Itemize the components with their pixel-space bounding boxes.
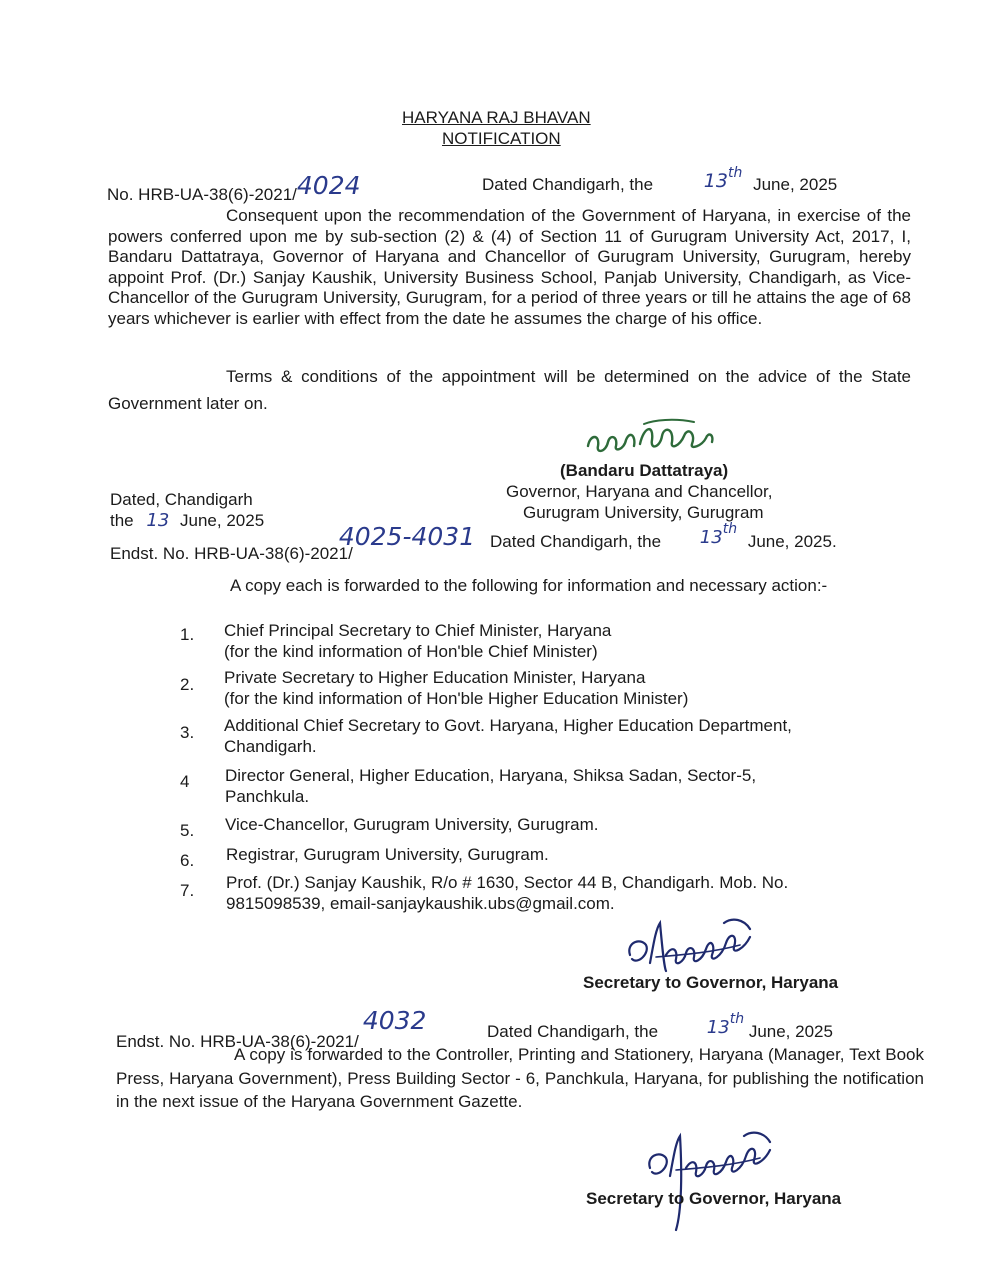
- notification-number-handwritten: 4024: [296, 171, 361, 200]
- list-item-number: 6.: [180, 851, 195, 870]
- governor-signature: [584, 416, 724, 464]
- endorsement-dated-day: the 13 June, 2025: [110, 510, 265, 531]
- governor-title-line1: Governor, Haryana and Chancellor,: [506, 482, 773, 501]
- notification-heading: NOTIFICATION: [442, 129, 561, 148]
- governor-name: (Bandaru Dattatraya): [560, 461, 729, 480]
- secretary-signature: [620, 915, 770, 981]
- list-item-number: 7.: [180, 881, 195, 900]
- list-item-number: 3.: [180, 723, 195, 742]
- endorsement2-number-handwritten: 4032: [362, 1006, 427, 1035]
- list-item: Chief Principal Secretary to Chief Minister, Haryana (for the kind information of Hon'ble Chief Minister): [224, 621, 612, 661]
- list-item: Private Secretary to Higher Education Minister, Haryana (for the kind information of Hon'ble Higher Education Minister): [224, 668, 689, 708]
- terms-paragraph: Terms & conditions of the appointment will be determined on the advice of the State Government later on.: [108, 367, 911, 413]
- list-item: Director General, Higher Education, Haryana, Shiksa Sadan, Sector-5, Panchkula.: [225, 766, 757, 806]
- notification-day-handwritten: 13th: [703, 165, 743, 192]
- list-item-number: 4: [180, 772, 190, 791]
- endorsement1-date: Dated Chandigarh, the 13th June, 2025.: [490, 521, 837, 551]
- list-item: Prof. (Dr.) Sanjay Kaushik, R/o # 1630, Sector 44 B, Chandigarh. Mob. No. 9815098539, email-sanjaykaushik.ubs@gmail.com.: [226, 873, 789, 913]
- appointment-paragraph: Consequent upon the recommendation of the Government of Haryana, in exercise of the powers conferred upon me by sub-section (2) & (4) of Section 11 of Gurugram University Act, 2017, I, Bandaru Dattatraya, Governor of Haryana and Chancellor of Gurugram University, Gurugram, hereby appoint Prof. (Dr.) Sanjay Kaushik, University Business School, Panjab University, Chandigarh, as Vice-Chancellor of the Gurugram University, Gurugram, for a period of three years or till he attains the age of 68 years whichever is earlier with effect from the date he assumes the charge of his office.: [108, 206, 911, 328]
- endorsement1-number: Endst. No. HRB-UA-38(6)-2021/4025-4031: [110, 522, 476, 563]
- endorsement1-number-handwritten: 4025-4031: [338, 522, 476, 551]
- endorsement-day-handwritten: 13: [146, 510, 170, 531]
- forwarding-intro: A copy each is forwarded to the following for information and necessary action:-: [230, 576, 828, 595]
- endorsement-dated-place: Dated, Chandigarh: [110, 490, 253, 509]
- list-item: Additional Chief Secretary to Govt. Haryana, Higher Education Department, Chandigarh.: [224, 716, 792, 756]
- governor-title-line2: Gurugram University, Gurugram: [523, 503, 764, 522]
- endorsement2-number: Endst. No. HRB-UA-38(6)-2021/4032: [116, 1006, 427, 1051]
- secretary-signature: [640, 1130, 790, 1240]
- endorsement2-date: Dated Chandigarh, the 13th June, 2025: [487, 1011, 833, 1041]
- notification-dated-label: Dated Chandigarh, the: [482, 175, 654, 194]
- notification-number-prefix: No. HRB-UA-38(6)-2021/: [107, 185, 297, 204]
- list-item-number: 1.: [180, 625, 195, 644]
- notification-number: [107, 171, 361, 205]
- secretary-title: Secretary to Governor, Haryana: [586, 1189, 842, 1208]
- list-item-number: 2.: [180, 675, 195, 694]
- notification-date: [482, 165, 838, 196]
- office-heading: HARYANA RAJ BHAVAN: [402, 108, 591, 127]
- gazette-forwarding-paragraph: A copy is forwarded to the Controller, Printing and Stationery, Haryana (Manager, Text Book Press, Haryana Government), Press Building Sector - 6, Panchkula, Haryana, for publishing the notification in the next issue of the Haryana Government Gazette.: [116, 1045, 924, 1111]
- secretary-title: Secretary to Governor, Haryana: [583, 973, 839, 992]
- notification-month-year: June, 2025: [753, 175, 838, 194]
- endorsement1-day-handwritten: 13th: [699, 521, 738, 548]
- endorsement2-day-handwritten: 13th: [706, 1011, 745, 1038]
- list-item: Registrar, Gurugram University, Gurugram.: [226, 845, 549, 864]
- list-item-number: 5.: [180, 821, 195, 840]
- list-item: Vice-Chancellor, Gurugram University, Gurugram.: [225, 815, 599, 834]
